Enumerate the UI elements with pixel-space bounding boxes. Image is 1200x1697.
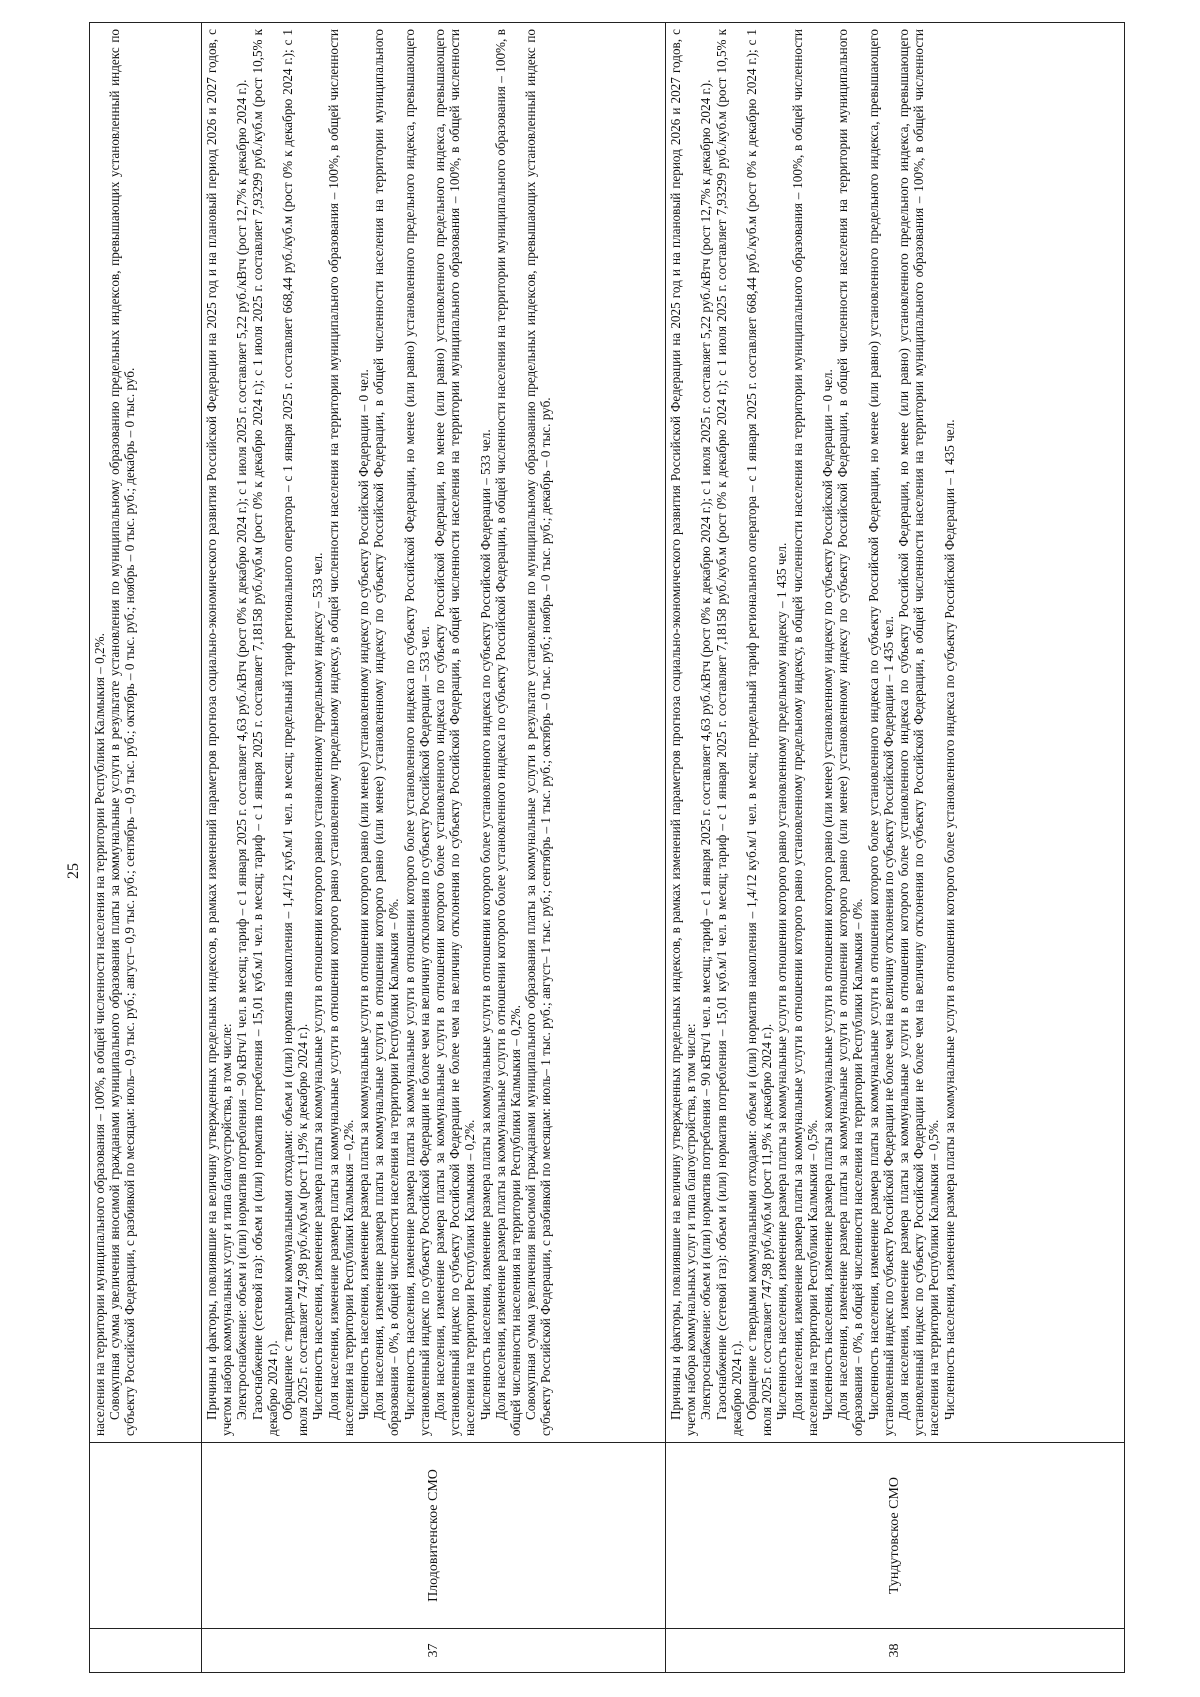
description-paragraph: Доля населения, изменение размера платы за коммунальные услуги в отношении которого равно установленному предельному индексу, в общей численности населения на территории муниципального образования – 100%, в общей численности населения на территории Республики Калмыкия – 0,2%. <box>325 29 356 1436</box>
description-paragraph: Численность населения, изменение размера платы за коммунальные услуги в отношении которого равно установленному предельному индексу – 533 чел. <box>310 552 326 1420</box>
description-paragraph: Совокупная сумма увеличения вносимой гражданами муниципального образования платы за коммунальные услуги в результате установления по муниципальному образованию предельных индексов, превышающих установленный индекс по субъекту Российской Федерации, с разбивкой по месяцам: июль– 0,9 тыс. руб.; август– 0,9 тыс. руб.; сентябрь – 0,9 тыс. руб.; октябрь – 0 тыс. руб.; ноябрь – 0 тыс. руб.; декабрь – 0 тыс. руб. <box>107 29 138 1436</box>
description-paragraph: Обращение с твердыми коммунальными отходами: объем и (или) норматив накопления – 1,4/12 куб.м/1 чел. в месяц; предельный тариф регионального оператора – с 1 января 2025 г. составляет 668,44 руб./куб.м (рост 0% к декабрю 2024 г.); с 1 июля 2025 г. составляет 747,98 руб./куб.м (рост 11,9% к декабрю 2024 г.). <box>744 29 775 1436</box>
description-paragraph: Обращение с твердыми коммунальными отходами: объем и (или) норматив накопления – 1,4/12 куб.м/1 чел. в месяц; предельный тариф регионального оператора – с 1 января 2025 г. составляет 668,44 руб./куб.м (рост 0% к декабрю 2024 г.); с 1 июля 2025 г. составляет 747,98 руб./куб.м (рост 11,9% к декабрю 2024 г.). <box>280 29 311 1436</box>
row-number: 37 <box>202 1629 666 1673</box>
description-paragraph: Доля населения, изменение размера платы за коммунальные услуги в отношении которого равно установленному предельному индексу, в общей численности населения на территории муниципального образования – 100%, в общей численности населения на территории Республики Калмыкия – 0,5%. <box>789 29 820 1436</box>
description-paragraph: Численность населения, изменение размера платы за коммунальные услуги в отношении которого равно установленному предельному индексу – 1 435 чел. <box>774 542 790 1420</box>
description-paragraph: Доля населения, изменение размера платы за коммунальные услуги в отношении которого равно (или менее) установленному индексу по субъекту Российской Федерации, в общей численности населения на территории муниципального образования – 0%, в общей численности населения на территории Республики Калмыкия – 0%. <box>835 29 866 1436</box>
description-paragraph: Доля населения, изменение размера платы за коммунальные услуги в отношении которого более установленного индекса по субъекту Российской Федерации, но менее (или равно) установленного предельного индекса, превышающего установленный индекс по субъекту Российской Федерации не более чем на величину отклонения по субъекту Российской Федерации, в общей численности населения на территории муниципального образования – 100%, в общей численности населения на территории Республики Калмыкия – 0,5%. <box>896 29 942 1436</box>
description-paragraph: Причины и факторы, повлиявшие на величину утвержденных предельных индексов, в рамках изменений параметров прогноза социально-экономического развития Российской Федерации на 2025 год и на плановый период 2026 и 2027 годов, с учетом набора коммунальных услуг и типа благоустройства, в том числе: <box>668 29 699 1436</box>
description-paragraph: Численность населения, изменение размера платы за коммунальные услуги в отношении которого равно (или менее) установленному индексу по субъекту Российской Федерации – 0 чел. <box>356 369 372 1420</box>
description-paragraph: Доля населения, изменение размера платы за коммунальные услуги в отношении которого равно (или менее) установленному индексу по субъекту Российской Федерации, в общей численности населения на территории муниципального образования – 0%, в общей численности населения на территории Республики Калмыкия – 0%. <box>371 29 402 1436</box>
description-paragraph: Численность населения, изменение размера платы за коммунальные услуги в отношении которого более установленного индекса по субъекту Российской Федерации, но менее (или равно) установленного предельного индекса, превышающего установленный индекс по субъекту Российской Федерации не более чем на величину отклонения по субъекту Российской Федерации – 1 435 чел. <box>865 29 896 1436</box>
table-row <box>202 23 666 1673</box>
row-description <box>202 23 666 1443</box>
description-paragraph: Электроснабжение: объем и (или) норматив потребления – 90 кВтч/1 чел. в месяц; тариф – с 1 января 2025 г. составляет 4,63 руб./кВтч (рост 0% к декабрю 2024 г.); с 1 июля 2025 г. составляет 5,22 руб./кВтч (рост 12,7% к декабрю 2024 г.). <box>234 79 250 1420</box>
description-paragraph: Электроснабжение: объем и (или) норматив потребления – 90 кВтч/1 чел. в месяц; тариф – с 1 января 2025 г. составляет 4,63 руб./кВтч (рост 0% к декабрю 2024 г.); с 1 июля 2025 г. составляет 5,22 руб./кВтч (рост 12,7% к декабрю 2024 г.). <box>698 79 714 1420</box>
description-paragraph: Численность населения, изменение размера платы за коммунальные услуги в отношении которого более установленного индекса по субъекту Российской Федерации – 1 435 чел. <box>941 419 957 1420</box>
rotated-table-sheet <box>89 23 1124 1673</box>
description-paragraph: Газоснабжение (сетевой газ): объем и (или) норматив потребления – 15,01 куб.м/1 чел. в месяц; тариф – с 1 января 2025 г. составляет 7,18158 руб./куб.м (рост 0% к декабрю 2024 г.); с 1 июля 2025 г. составляет 7,93299 руб./куб.м (рост 10,5% к декабрю 2024 г.). <box>249 29 280 1436</box>
municipality-name: Тундутовское СМО <box>666 1443 1125 1629</box>
description-paragraph: Доля населения, изменение размера платы за коммунальные услуги в отношении которого более установленного индекса по субъекту Российской Федерации, в общей численности населения на территории муниципального образования – 100%, в общей численности населения на территории Республики Калмыкия – 0,2%. <box>492 29 524 1436</box>
row-description <box>666 23 1125 1443</box>
description-paragraph: Газоснабжение (сетевой газ): объем и (или) норматив потребления – 15,01 куб.м/1 чел. в месяц; тариф – с 1 января 2025 г. составляет 7,18158 руб./куб.м (рост 0% к декабрю 2024 г.); с 1 июля 2025 г. составляет 7,93299 руб./куб.м (рост 10,5% к декабрю 2024 г.). <box>713 29 744 1436</box>
municipality-name <box>90 1443 202 1629</box>
row-number <box>90 1629 202 1673</box>
description-paragraph: Численность населения, изменение размера платы за коммунальные услуги в отношении которого равно (или менее) установленному индексу по субъекту Российской Федерации – 0 чел. <box>820 369 836 1420</box>
description-paragraph: Причины и факторы, повлиявшие на величину утвержденных предельных индексов, в рамках изменений параметров прогноза социально-экономического развития Российской Федерации на 2025 год и на плановый период 2026 и 2027 годов, с учетом набора коммунальных услуг и типа благоустройства, в том числе: <box>204 29 235 1436</box>
row-description <box>90 23 202 1443</box>
table-row <box>90 23 202 1673</box>
municipality-name: Плодовитенское СМО <box>202 1443 666 1629</box>
row-number: 38 <box>666 1629 1125 1673</box>
description-paragraph: Совокупная сумма увеличения вносимой гражданами муниципального образования платы за коммунальные услуги в результате установления по муниципальному образованию предельных индексов, превышающих установленный индекс по субъекту Российской Федерации, с разбивкой по месяцам: июль– 1 тыс. руб.; август– 1 тыс. руб.; сентябрь – 1 тыс. руб.; октябрь – 0 тыс. руб.; ноябрь – 0 тыс. руб.; декабрь – 0 тыс. руб. <box>523 29 554 1436</box>
table-row <box>666 23 1125 1673</box>
page-number: 25 <box>65 863 82 879</box>
description-paragraph: Численность населения, изменение размера платы за коммунальные услуги в отношении которого более установленного индекса по субъекту Российской Федерации – 533 чел. <box>477 429 493 1420</box>
description-paragraph: Численность населения, изменение размера платы за коммунальные услуги в отношении которого более установленного индекса по субъекту Российской Федерации, но менее (или равно) установленного предельного индекса, превышающего установленный индекс по субъекту Российской Федерации не более чем на величину отклонения по субъекту Российской Федерации – 533 чел. <box>401 29 432 1436</box>
tariff-table <box>89 22 1125 1673</box>
description-paragraph: населения на территории муниципального образования – 100%, в общей численности населения на территории Республики Калмыкия – 0,2%. <box>92 633 107 1436</box>
description-paragraph: Доля населения, изменение размера платы за коммунальные услуги в отношении которого более установленного индекса по субъекту Российской Федерации, но менее (или равно) установленного предельного индекса, превышающего установленный индекс по субъекту Российской Федерации не более чем на величину отклонения по субъекту Российской Федерации, в общей численности населения на территории муниципального образования – 100%, в общей численности населения на территории Республики Калмыкия – 0,2%. <box>432 29 478 1436</box>
